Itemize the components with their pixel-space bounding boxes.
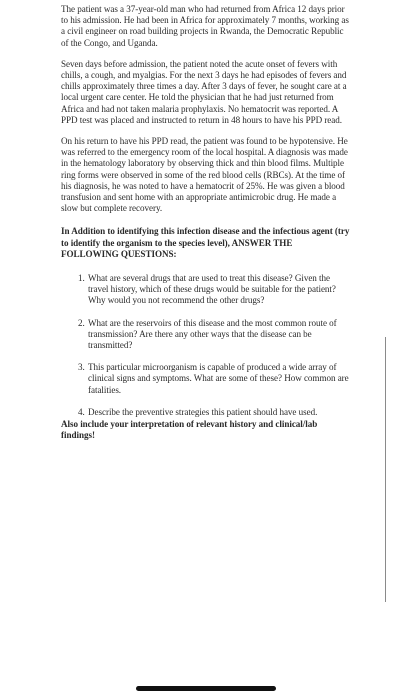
question-text: This particular microorganism is capable of produced a wide array of clinical signs and symptoms. What are some of these? How common are fatalities. <box>88 362 349 395</box>
question-text: What are the reservoirs of this disease and the most common route of transmission? Are there any other ways that the disease can be transmitted? <box>88 317 337 351</box>
question-item <box>78 362 351 396</box>
case-paragraph-diagnosis: On his return to have his PPD read, the patient was found to be hypotensive. He was referred to the emergency room of the local hospital. A diagnosis was made in the hematology laboratory by observing thick and thin blood films. Multiple ring forms were observed in some of the red blood cells (RBCs). At the time of his diagnosis, he was noted to have a hematocrit of 25%. He was given a blood transfusion and sent home with an appropriate antimicrobic drug. He made a slow but complete recovery. <box>61 136 348 214</box>
case-paragraph-history: The patient was a 37-year-old man who had returned from Africa 12 days prior to his admission. He had been in Africa for approximately 7 months, working as a civil engineer on road building projects in Rwanda, the Democratic Republic of the Congo, and Uganda. <box>61 4 349 48</box>
instruction-heading: In Addition to identifying this infection disease and the infectious agent (try to identify the organism to the species level), ANSWER THE FOLLOWING QUESTIONS: <box>61 226 350 259</box>
question-number: 3. <box>78 362 85 373</box>
question-text: What are several drugs that are used to treat this disease? Given the travel history, which of these drugs would be suitable for the patient? Why would you not recommend the other drugs? <box>88 273 336 306</box>
question-list <box>61 273 351 418</box>
question-item <box>78 273 351 307</box>
case-paragraph-symptoms: Seven days before admission, the patient noted the acute onset of fevers with chills, a cough, and myalgias. For the next 3 days he had episodes of fevers and chills approximately three times a day. After 3 days of fever, he sought care at a local urgent care center. He told the physician that he had just returned from Africa and had not taken malaria prophylaxis. No hematocrit was reported. A PPD test was placed and instructed to return in 48 hours to have his PPD read. <box>61 58 347 125</box>
document-text <box>61 4 351 442</box>
scrollbar-track[interactable] <box>385 337 386 602</box>
question-number: 1. <box>78 273 85 284</box>
question-number: 4. <box>78 406 85 417</box>
question-item <box>78 407 351 418</box>
home-indicator[interactable] <box>136 686 276 691</box>
closing-instruction: Also include your interpretation of relevant history and clinical/lab findings! <box>61 419 318 441</box>
question-item <box>78 318 351 352</box>
question-number: 2. <box>78 317 85 328</box>
question-text: Describe the preventive strategies this patient should have used. <box>88 406 318 417</box>
